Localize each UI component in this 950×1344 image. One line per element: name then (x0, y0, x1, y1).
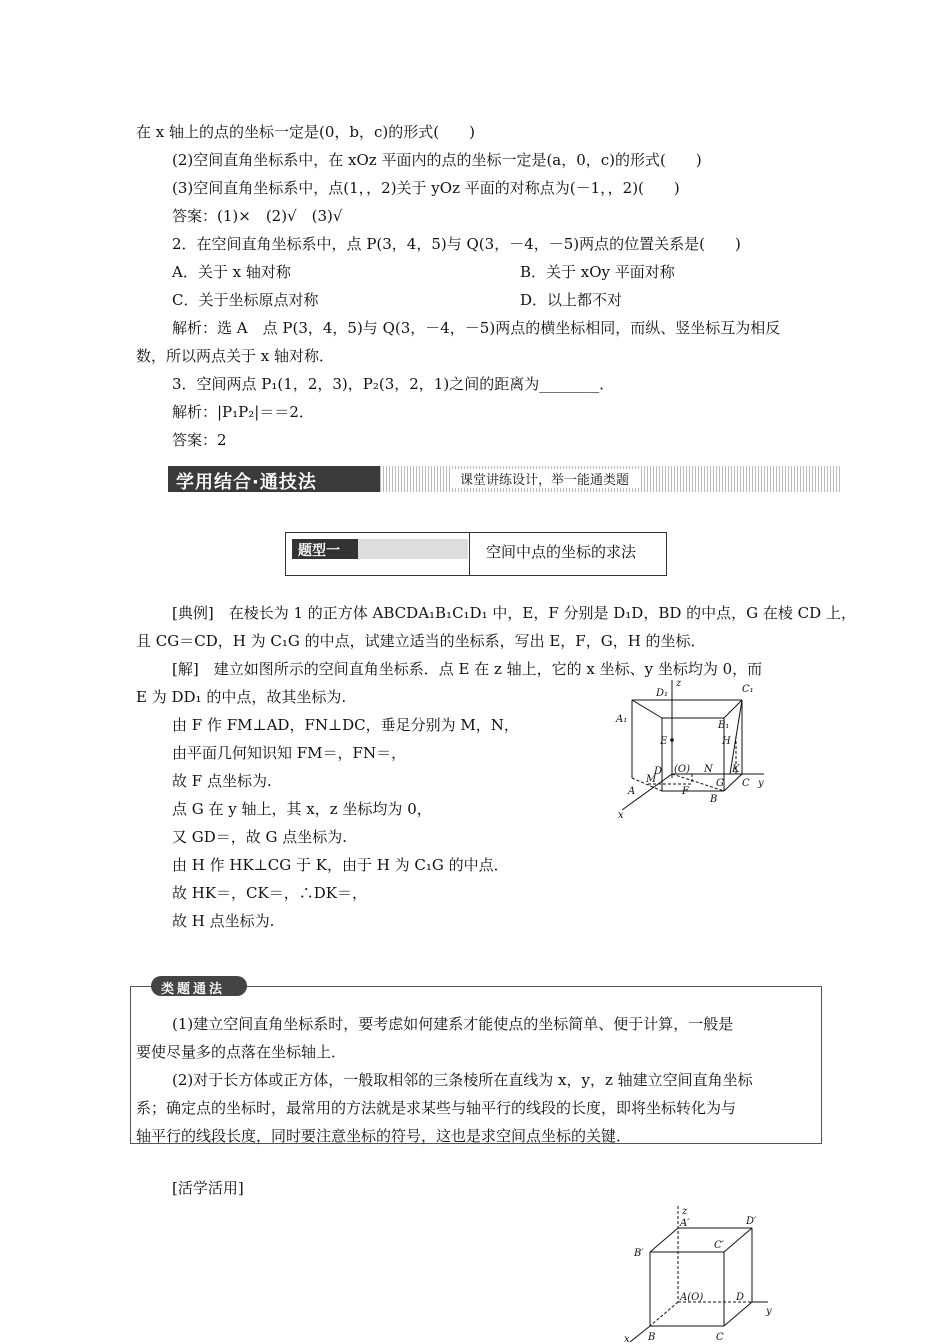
fig1-label: B₁ (718, 720, 730, 731)
solution-line: 故 HK＝，CK＝，∴DK＝， (172, 884, 367, 902)
fig1-label: D (654, 766, 663, 777)
fig1-label: M (646, 774, 657, 785)
solution-line: 故 H 点坐标为. (172, 912, 275, 930)
cube-figure-1 (612, 678, 772, 818)
fig1-label: E (660, 736, 668, 747)
fig2-label: B (648, 1332, 656, 1343)
example-line: 且 CG＝CD，H 为 C₁G 的中点，试建立适当的坐标系，写出 E，F，G，H 的坐标． (136, 632, 706, 650)
method-line: (2)对于长方体或正方体，一般取相邻的三条棱所在直线为 x，y，z 轴建立空间直角坐标 (172, 1071, 753, 1089)
fig1-label: N (704, 764, 713, 775)
fig1-label: A₁ (616, 714, 628, 725)
text-line: 在 x 轴上的点的坐标一定是(0，b，c)的形式( ) (136, 123, 475, 141)
fig1-label: x (618, 810, 624, 818)
answer-line: 答案：2 (172, 431, 227, 449)
solution-line: E 为 DD₁ 的中点，故其坐标为. (136, 688, 347, 706)
fig1-label: C (742, 778, 750, 789)
fig1-label: (O) (674, 764, 691, 775)
question-type-box (285, 532, 667, 576)
solution-line: 由平面几何知识知 FM＝，FN＝， (172, 744, 407, 762)
fig1-label: C₁ (742, 684, 754, 695)
example-line: [典例] 在棱长为 1 的正方体 ABCDA₁B₁C₁D₁ 中，E，F 分别是 D₁D，BD 的中点，G 在棱 CD 上， (172, 604, 856, 622)
fig1-label: y (758, 778, 764, 789)
question-type-title: 空间中点的坐标的求法 (486, 543, 637, 561)
fig2-label: A(O) (680, 1292, 704, 1303)
method-line: 要使尽量多的点落在坐标轴上． (136, 1043, 347, 1061)
fig1-label: A (628, 786, 636, 797)
fig1-label: D₁ (656, 688, 669, 699)
solution-line: 点 G 在 y 轴上，其 x，z 坐标均为 0， (172, 800, 432, 818)
text-line: (3)空间直角坐标系中，点(1，，2)关于 yOz 平面的对称点为(－1，，2)( ) (172, 179, 680, 197)
fig2-label: y (766, 1306, 772, 1317)
banner-title: 学用结合·通技法 (176, 472, 317, 493)
answer-line: 答案：(1)× (2)√ (3)√ (172, 207, 343, 225)
cube-figure-2 (620, 1204, 790, 1344)
fig1-label: K (732, 764, 740, 775)
fig1-label: z (676, 678, 682, 689)
analysis-line: 解析：选 A 点 P(3，4，5)与 Q(3，－4，－5)两点的横坐标相同，而纵、竖坐标互为相反 (172, 319, 781, 337)
option-d: D．以上都不对 (520, 291, 623, 309)
solution-line: [解] 建立如图所示的空间直角坐标系．点 E 在 z 轴上，它的 x 坐标、y 坐标均为 0，而 (172, 660, 763, 678)
fig1-label: F (682, 786, 689, 797)
fig2-label: B′ (634, 1248, 644, 1259)
fig2-label: D′ (746, 1216, 757, 1227)
analysis-line: 解析：|P₁P₂|＝＝2． (172, 403, 314, 421)
text-line: (2)空间直角坐标系中，在 xOz 平面内的点的坐标一定是(a，0，c)的形式( ) (172, 151, 702, 169)
solution-line: 由 F 作 FM⊥AD，FN⊥DC，垂足分别为 M，N， (172, 716, 519, 734)
method-line: (1)建立空间直角坐标系时，要考虑如何建系才能使点的坐标简单、便于计算，一般是 (172, 1015, 734, 1033)
solution-line: 又 GD＝，故 G 点坐标为. (172, 828, 348, 846)
question-3: 3．空间两点 P₁(1，2，3)，P₂(3，2，1)之间的距离为________． (172, 375, 615, 393)
fig2-label: C′ (714, 1240, 724, 1251)
option-b: B．关于 xOy 平面对称 (520, 263, 675, 281)
section-banner (168, 466, 840, 492)
method-line: 系；确定点的坐标时，最常用的方法就是求某些与轴平行的线段的长度，即将坐标转化为与 (136, 1099, 737, 1117)
fig2-label: z (682, 1206, 688, 1217)
solution-line: 由 H 作 HK⊥CG 于 K，由于 H 为 C₁G 的中点． (172, 856, 509, 874)
method-tag: 类题通法 (161, 982, 226, 997)
fig2-label: D (736, 1292, 745, 1303)
fig2-label: C (716, 1332, 724, 1343)
fig2-label: A′ (680, 1218, 690, 1229)
question-type-tag: 题型一 (298, 543, 340, 559)
analysis-line: 数，所以两点关于 x 轴对称． (136, 347, 334, 365)
fig1-label: G (716, 778, 724, 789)
solution-line: 故 F 点坐标为. (172, 772, 272, 790)
method-line: 轴平行的线段长度，同时要注意坐标的符号，这也是求空间点坐标的关键． (136, 1127, 632, 1145)
method-box (130, 982, 822, 1144)
question-2: 2．在空间直角坐标系中，点 P(3，4，5)与 Q(3，－4，－5)两点的位置关系是( ) (172, 235, 741, 253)
fig1-label: B (710, 794, 718, 805)
fig1-label: H (722, 736, 731, 747)
banner-subtitle: 课堂讲练设计，举一能通类题 (450, 469, 639, 488)
option-a: A．关于 x 轴对称 (172, 263, 291, 281)
practice-heading: [活学活用] (172, 1179, 244, 1197)
fig2-label: x (624, 1334, 630, 1344)
option-c: C．关于坐标原点对称 (172, 291, 319, 309)
